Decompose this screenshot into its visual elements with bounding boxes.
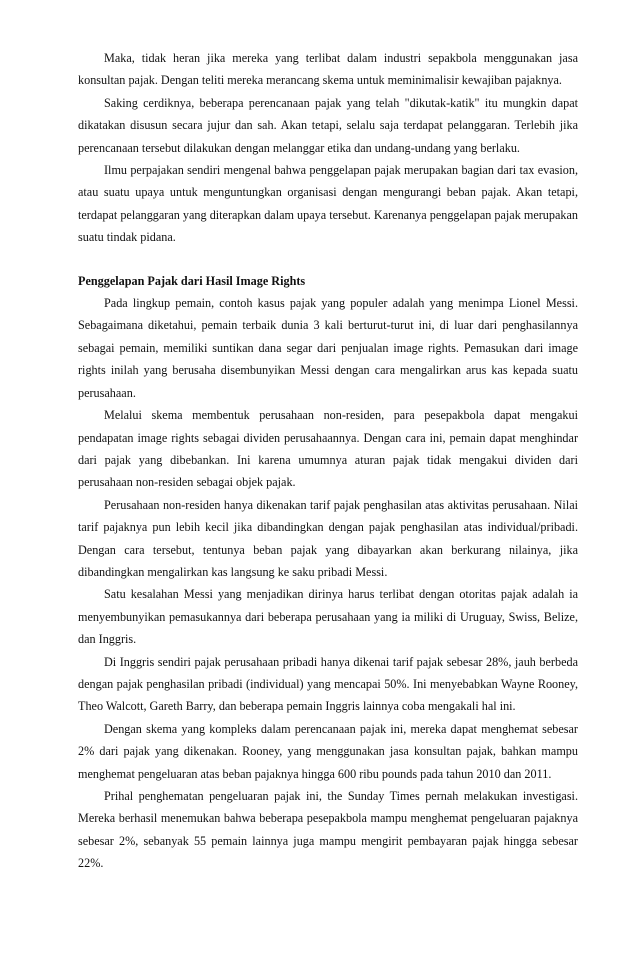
paragraph-9: Dengan skema yang kompleks dalam perencanaan pajak ini, mereka dapat menghemat sebesar 2% dari pajak yang dikenakan. Rooney, yang menggunakan jasa konsultan pajak, bahkan mampu menghemat pengeluaran atas beban pajaknya hingga 600 ribu pounds pada tahun 2010 dan 2011. (78, 721, 578, 781)
paragraph-8: Di Inggris sendiri pajak perusahaan pribadi hanya dikenai tarif pajak sebesar 28%, jauh berbeda dengan pajak penghasilan pribadi (individual) yang mencapai 50%. Ini menyebabkan Wayne Rooney, Theo Walcott, Gareth Barry, dan beberapa pemain Inggris lainnya coba mengakali hal ini. (78, 654, 578, 714)
paragraph-2: Saking cerdiknya, beberapa perencanaan pajak yang telah "dikutak-katik" itu mungkin dapat dikatakan disusun secara jujur dan sah. Akan tetapi, selalu saja terdapat pelanggaran. Terlebih jika perencanaan tersebut dilakukan dengan melanggar etika dan undang-undang yang berlaku. (78, 95, 578, 155)
paragraph-6: Perusahaan non-residen hanya dikenakan tarif pajak penghasilan atas aktivitas perusahaan. Nilai tarif pajaknya pun lebih kecil jika dibandingkan dengan pajak penghasilan atas individual/pribadi. Dengan cara tersebut, tentunya beban pajak yang dibayarkan akan berkurang nilainya, jika dibandingkan mengalirkan kas langsung ke saku pribadi Messi. (78, 497, 578, 579)
paragraph-10: Prihal penghematan pengeluaran pajak ini, the Sunday Times pernah melakukan investigasi. Mereka berhasil menemukan bahwa beberapa pesepakbola mampu menghemat pengeluaran pajaknya sebesar 2%, sebanyak 55 pemain lainnya juga mampu mengirit pembayaran pajak hingga sebesar 22%. (78, 789, 578, 871)
document-page (78, 47, 578, 875)
paragraph-5: Melalui skema membentuk perusahaan non-residen, para pesepakbola dapat mengakui pendapatan image rights sebagai dividen perusahaannya. Dengan cara ini, pemain dapat menghindar dari pajak yang dibebankan. Ini karena umumnya aturan pajak tidak mengakui dividen dari perusahaan non-residen sebagai objek pajak. (78, 408, 578, 490)
paragraph-1: Maka, tidak heran jika mereka yang terlibat dalam industri sepakbola menggunakan jasa konsultan pajak. Dengan teliti mereka merancang skema untuk meminimalisir kewajiban pajaknya. (78, 51, 578, 88)
section-heading: Penggelapan Pajak dari Hasil Image Rights (78, 273, 306, 288)
paragraph-3: Ilmu perpajakan sendiri mengenal bahwa penggelapan pajak merupakan bagian dari tax evasion, atau suatu upaya untuk menguntungkan organisasi dengan mengurangi beban pajak. Akan tetapi, terdapat pelanggaran yang diterapkan dalam upaya tersebut. Karenanya penggelapan pajak merupakan suatu tindak pidana. (78, 163, 578, 245)
paragraph-7: Satu kesalahan Messi yang menjadikan dirinya harus terlibat dengan otoritas pajak adalah ia menyembunyikan pemasukannya dari beberapa perusahaan yang ia miliki di Uruguay, Swiss, Belize, dan Inggris. (78, 587, 578, 647)
paragraph-4: Pada lingkup pemain, contoh kasus pajak yang populer adalah yang menimpa Lionel Messi. Sebagaimana diketahui, pemain terbaik dunia 3 kali berturut-turut ini, di luar dari penghasilannya sebagai pemain, memiliki suntikan dana segar dari penjualan image rights. Pemasukan dari image rights inilah yang berusaha disembunyikan Messi dengan cara mengalirkan arus kas kepada suatu perusahaan. (78, 296, 578, 400)
